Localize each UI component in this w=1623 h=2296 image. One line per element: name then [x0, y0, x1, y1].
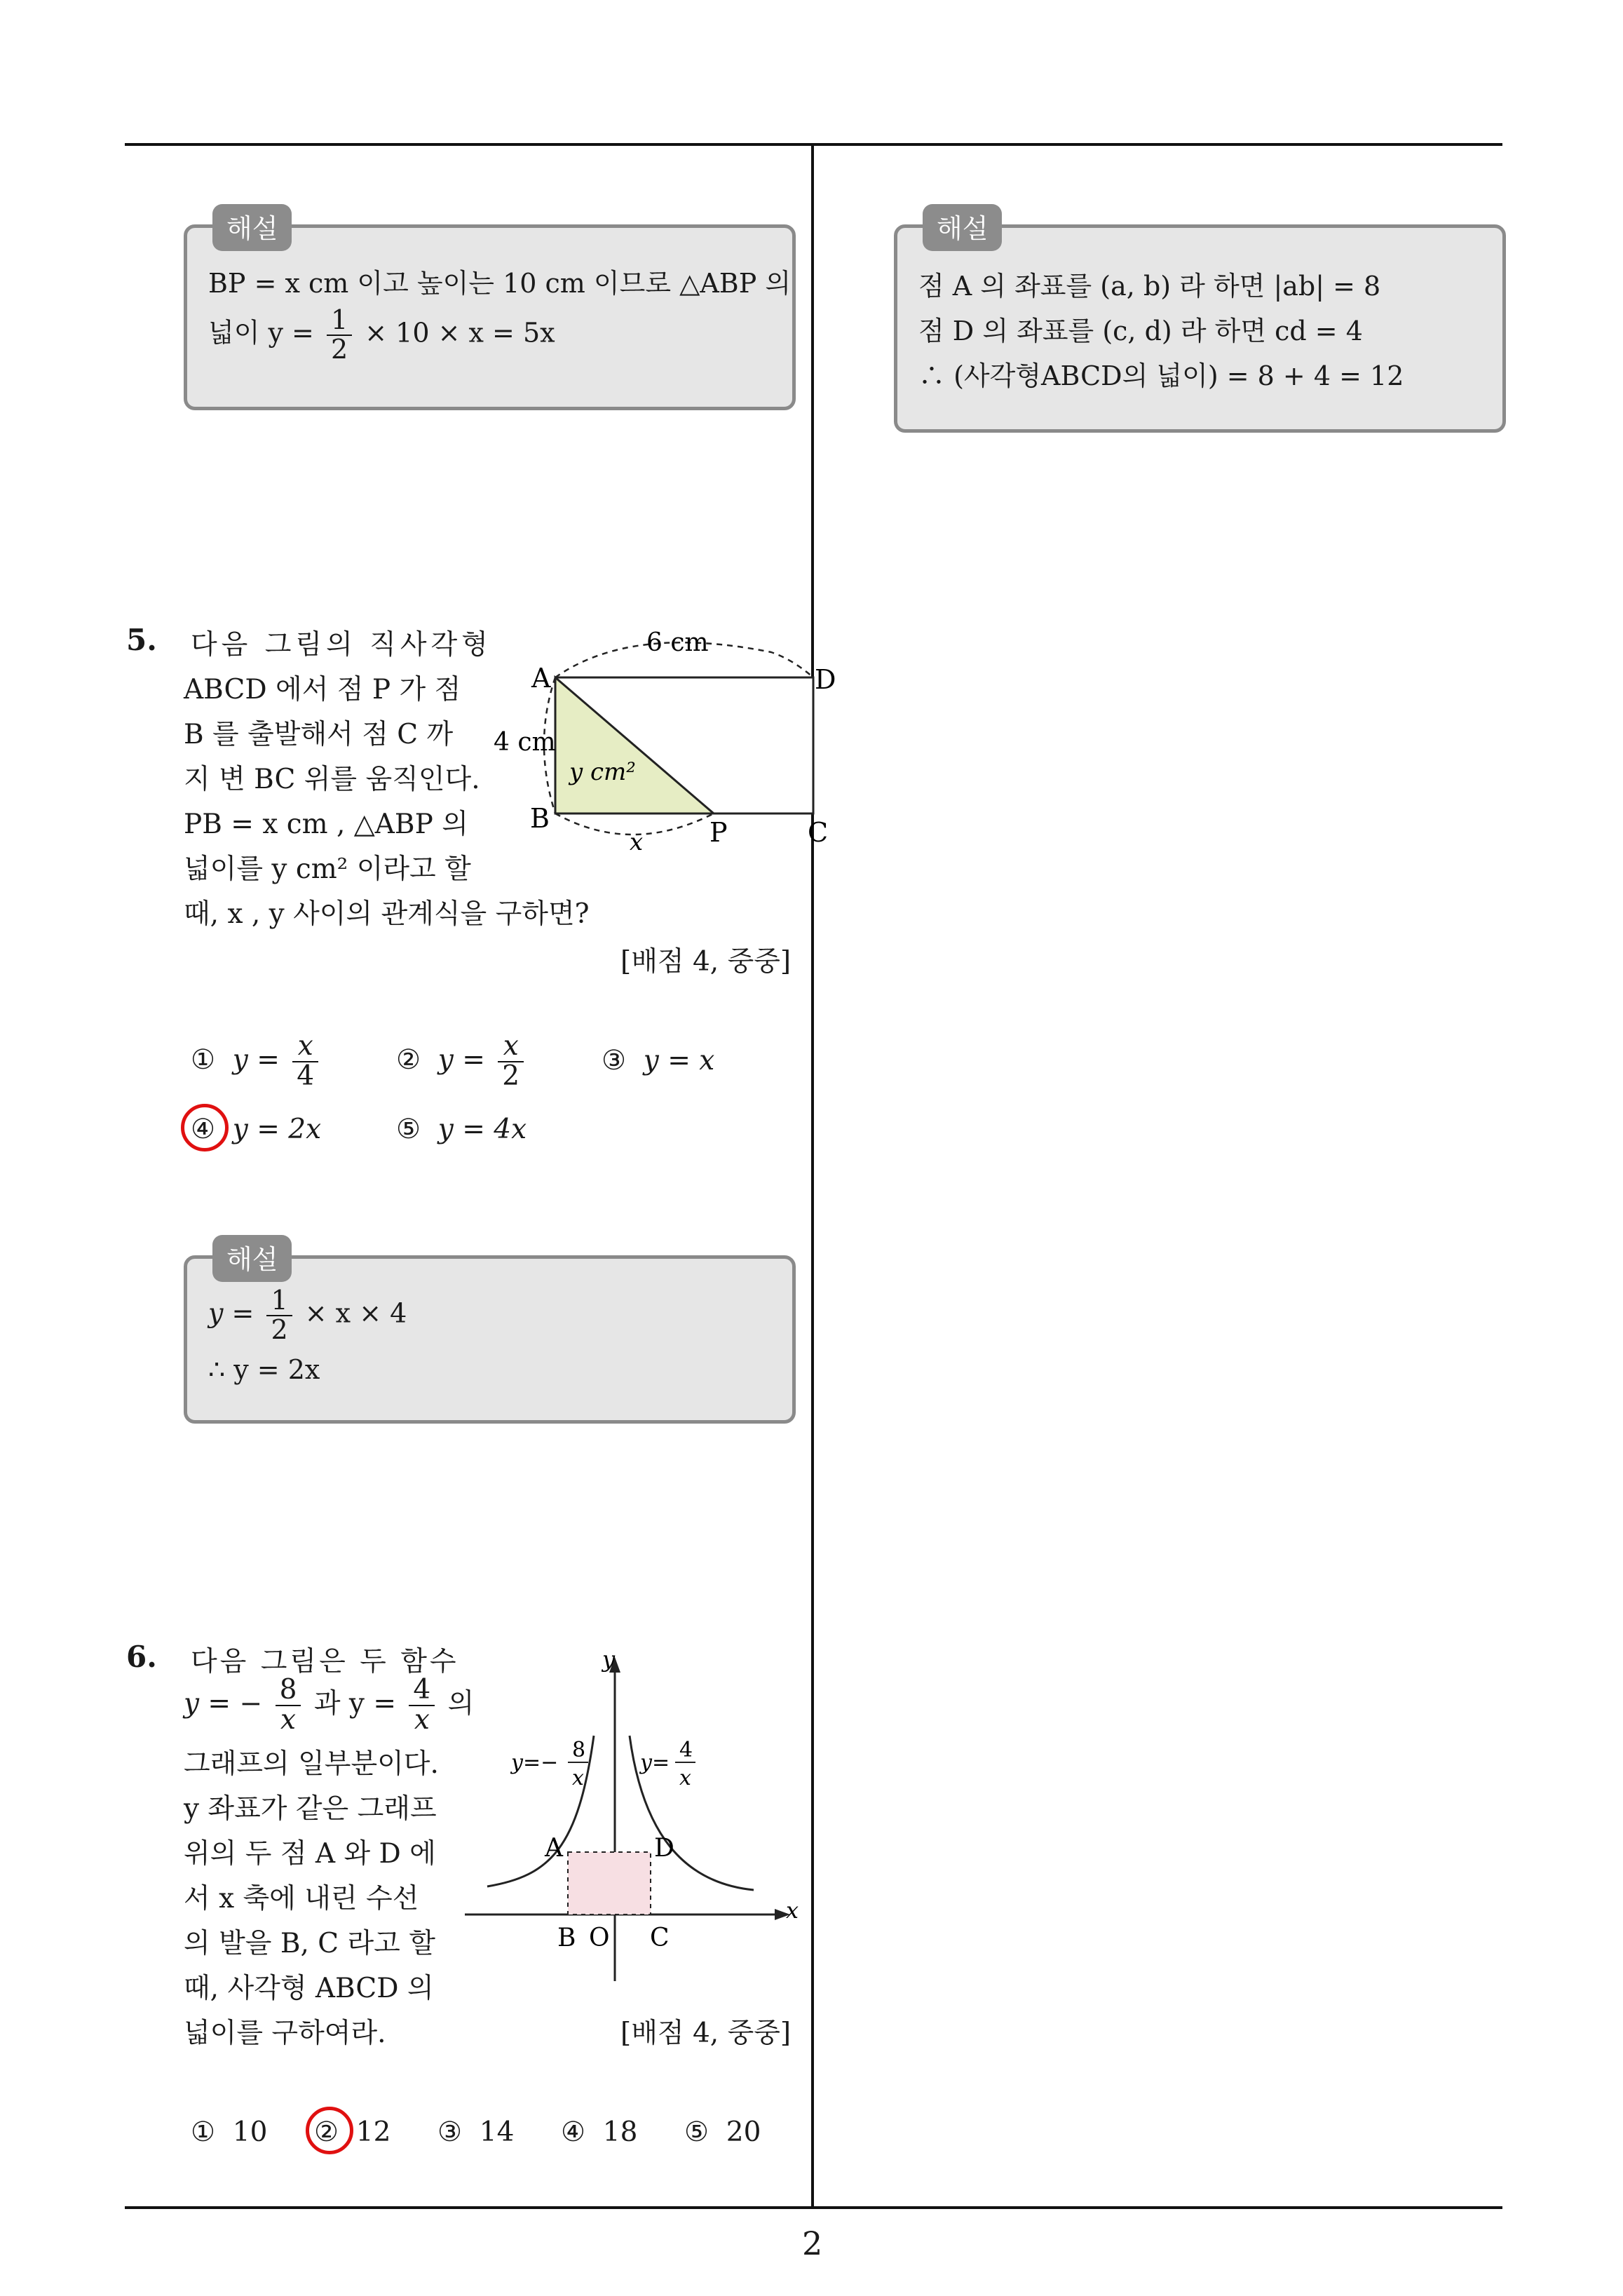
svg-text:x: x	[572, 1766, 584, 1790]
page-number: 2	[802, 2224, 823, 2262]
solution-box-q3	[894, 213, 1506, 433]
label-x: x	[630, 828, 644, 856]
question-text: 때, x , y 사이의 관계식을 구하면?	[184, 898, 590, 930]
point-d-label: D	[815, 664, 836, 695]
point-a-label: A	[545, 1834, 563, 1863]
choice-2[interactable]: ② y = $\frac{x}{2}$	[396, 1032, 528, 1091]
choice-1[interactable]: ① y = $\frac{x}{4}$	[191, 1032, 322, 1091]
solution-box-q4	[184, 213, 796, 410]
question-text: 다음 그림은 두 함수	[191, 1646, 459, 1677]
question-text: 지 변 BC 위를 움직인다.	[184, 764, 480, 795]
solution-line: ∴ y = 2x	[208, 1354, 320, 1385]
answer-circle	[306, 2107, 353, 2154]
right-function-label: y=	[640, 1750, 670, 1775]
question-text: 서 x 축에 내린 수선	[184, 1883, 419, 1915]
label-6cm: 6 cm	[646, 628, 709, 657]
solution-line: y = $\frac{1}{2}$ × x × 4	[208, 1285, 407, 1345]
question-text: y 좌표가 같은 그래프	[184, 1793, 437, 1825]
question-number: 6.	[126, 1640, 157, 1674]
svg-text:x: x	[679, 1766, 691, 1790]
question-text: ABCD 에서 점 P 가 점	[184, 674, 461, 705]
rectangle-abcd	[568, 1852, 651, 1915]
left-function-label: y=−	[511, 1750, 559, 1775]
choice-1[interactable]: ① 10	[191, 2116, 268, 2148]
question-text: 다음 그림의 직사각형	[191, 629, 492, 661]
label-4cm: 4 cm	[494, 728, 556, 757]
choice-5[interactable]: ⑤ y = 4x	[396, 1114, 527, 1145]
svg-text:4: 4	[679, 1738, 693, 1762]
point-c-label: C	[808, 817, 829, 848]
question-text: 그래프의 일부분이다.	[184, 1748, 439, 1780]
x-axis-label: x	[786, 1897, 799, 1924]
y-axis-label: y	[602, 1646, 616, 1673]
question-text: 위의 두 점 A 와 D 에	[184, 1838, 436, 1870]
solution-line: 점 A 의 좌표를 (a, b) 라 하면 |ab| = 8	[918, 271, 1381, 302]
point-b-label: B	[557, 1924, 576, 1952]
point-b-label: B	[530, 803, 550, 834]
question-text: y = − $\frac{8}{x}$ 과 y = $\frac{4}{x}$ 의	[184, 1674, 475, 1736]
answer-circle	[181, 1104, 229, 1152]
point-d-label: D	[654, 1834, 674, 1863]
choice-2[interactable]: ② 12	[314, 2116, 391, 2148]
column-divider	[811, 143, 814, 2208]
choice-3[interactable]: ③ 14	[437, 2116, 515, 2148]
point-c-label: C	[650, 1924, 670, 1952]
question-text: 넓이를 구하여라.	[184, 2018, 386, 2049]
fraction: $\frac{1}{2}$	[327, 306, 352, 364]
question-text: PB = x cm , △ABP 의	[184, 809, 468, 840]
question-text: 때, 사각형 ABCD 의	[184, 1973, 434, 2004]
choice-4[interactable]: ④ y = 2x	[191, 1114, 322, 1145]
hyperbola-figure	[459, 1646, 810, 1988]
label-area: y cm²	[569, 758, 636, 786]
solution-tag: 해설	[212, 204, 292, 251]
solution-tag: 해설	[212, 1235, 292, 1282]
solution-box-q5	[184, 1244, 796, 1424]
question-text: 의 발을 B, C 라고 할	[184, 1928, 435, 1959]
score-meta: [배점 4, 중중]	[620, 946, 792, 978]
choice-5[interactable]: ⑤ 20	[684, 2116, 761, 2148]
origin-label: O	[589, 1924, 610, 1952]
choice-3[interactable]: ③ y = x	[602, 1045, 715, 1076]
point-a-label: A	[531, 663, 551, 694]
question-text: B 를 출발해서 점 C 까	[184, 719, 454, 750]
solution-tag: 해설	[923, 204, 1002, 251]
solution-line: 넓이 y = $\frac{1}{2}$ × 10 × x = 5x	[208, 304, 555, 365]
solution-line: ∴ (사각형ABCD의 넓이) = 8 + 4 = 12	[918, 360, 1404, 391]
score-meta: [배점 4, 중중]	[620, 2018, 792, 2049]
choice-4[interactable]: ④ 18	[561, 2116, 638, 2148]
point-p-label: P	[709, 817, 728, 848]
svg-text:8: 8	[572, 1738, 586, 1762]
solution-line: 점 D 의 좌표를 (c, d) 라 하면 cd = 4	[918, 316, 1363, 346]
solution-line: BP = x cm 이고 높이는 10 cm 이므로 △ABP 의	[208, 268, 792, 299]
rectangle-figure	[491, 624, 836, 863]
question-text: 넓이를 y cm² 이라고 할	[184, 853, 471, 885]
question-number: 5.	[126, 623, 157, 657]
